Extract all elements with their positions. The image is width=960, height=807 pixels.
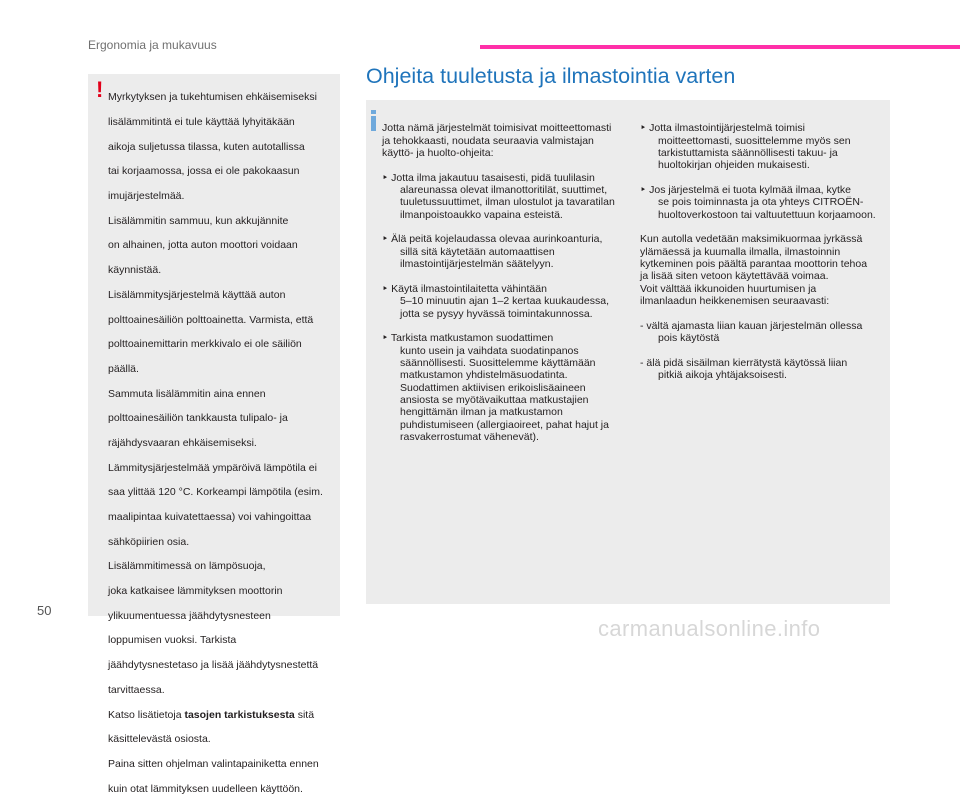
see-link-text: tasojen tarkistuksesta: [184, 708, 295, 721]
info-column-2: [640, 110, 888, 394]
warning-line: polttoainesäiliön tankkausta tulipalo- ja: [108, 412, 288, 425]
warning-line: lisälämmitintä ei tule käyttää lyhyitäkään: [108, 116, 295, 129]
watermark-text: carmanualsonline.info: [598, 616, 821, 641]
warning-line: aikoja suljetussa tilassa, kuten autotallissa: [108, 140, 305, 153]
page-number: 50: [37, 603, 52, 618]
warning-line: päällä.: [108, 362, 139, 375]
warning-line: räjähdysvaaran ehkäisemiseksi.: [108, 436, 257, 449]
info-icon: [370, 110, 377, 130]
warning-line: Lisälämmitin sammuu, kun akkujännite: [108, 214, 289, 227]
warning-line: Lämmitysjärjestelmää ympäröivä lämpötila ei: [108, 461, 317, 474]
warning-line: kuin otat lämmityksen uudelleen käyttöön.: [108, 782, 303, 795]
warning-line: joka katkaisee lämmityksen moottorin: [108, 585, 283, 598]
warning-line: jäähdytysnestetaso ja lisää jäähdytysnestettä: [108, 659, 319, 672]
list-item: - vältä ajamasta liian kauan järjestelmän ollessa pois käytöstä: [640, 319, 863, 345]
warning-line: Sammuta lisälämmitin aina ennen: [108, 387, 266, 400]
warning-line: sähköpiirien osia.: [108, 535, 190, 548]
list-item: - älä pidä sisäilman kierrätystä käytössä liian pitkiä aikoja yhtäjaksoisesti.: [640, 356, 848, 382]
info-column-1: [382, 110, 632, 456]
warning-line: maalipintaa kuivatettaessa) voi vahingoittaa: [108, 511, 312, 524]
warning-line: käsittelevästä osiosta.: [108, 733, 211, 746]
exclamation-icon: !: [96, 77, 104, 102]
warning-line: loppumisen vuoksi. Tarkista: [108, 634, 237, 647]
section-title: Ohjeita tuuletusta ja ilmastointia varten: [366, 64, 736, 88]
list-item: ‣ Käytä ilmastointilaitetta vähintään 5–10 minuutin ajan 1–2 kertaa kuukaudessa, jotta se pysyy hyvässä toimintakunnossa.: [382, 282, 609, 320]
header-accent-bar: [480, 45, 960, 49]
warning-line: on alhainen, jotta auton moottori voidaan: [108, 239, 298, 252]
warning-line: polttoainesäiliön polttoainetta. Varmista, että: [108, 313, 314, 326]
see-prefix: Katso lisätietoja: [108, 708, 185, 721]
warning-line: Lisälämmitysjärjestelmä käyttää auton: [108, 288, 286, 301]
warning-line: imujärjestelmää.: [108, 190, 185, 203]
list-item: ‣ Jotta ilmastointijärjestelmä toimisi moitteettomasti, suosittelemme myös sen tarkistuttamista säännöllisesti takuu- ja huoltokirjan ohjeiden mukaisesti.: [640, 122, 851, 172]
list-item: ‣ Jos järjestelmä ei tuota kylmää ilmaa, kytke se pois toiminnasta ja ota yhteys CITROËN- huoltoverkostoon tai valtuutettuun korjaamoon.: [640, 184, 876, 221]
list-item: ‣ Tarkista matkustamon suodattimen kunto usein ja vaihdata suodatinpanos säännöllisesti. Suosittelemme käyttämään matkustamon yhdistelmäsuodatinta. Suodattimen aktiivisen erikoislisäaineen ansiosta se myötävaikuttaa matkustajien hengittämän ilman ja matkustamon puhdistumiseen (allergiaoireet, pahat hajut ja rasvakerrostumat vähenevät).: [382, 332, 609, 443]
warning-line: tai korjaamossa, jossa ei ole pakokaasun: [108, 165, 300, 178]
warning-line: polttoainemittarin merkkivalo ei ole säiliön: [108, 338, 302, 351]
warning-line: tarvittaessa.: [108, 683, 165, 696]
warning-line: Paina sitten ohjelman valintapainiketta ennen: [108, 757, 319, 770]
warning-line: ylikuumentuessa jäähdytysnesteen: [108, 609, 271, 622]
info-paragraph: Kun autolla vedetään maksimikuormaa jyrkässä ylämäessä ja kuumalla ilmalla, ilmastoinnin kytkeminen pois päältä parantaa moottorin tehoa ja lisää siten vetoon käytettävää voimaa. Voit välttää ikkunoiden huurtumisen ja ilmanlaadun heikkenemisen seuraavasti:: [640, 233, 868, 308]
warning-line: Lisälämmitimessä on lämpösuoja,: [108, 560, 266, 573]
list-item: ‣ Älä peitä kojelaudassa olevaa aurinkoanturia, sillä sitä käytetään automaattisen ilmastointijärjestelmän säätelyyn.: [382, 233, 603, 271]
warning-line: Myrkytyksen ja tukehtumisen ehkäisemiseksi: [108, 91, 317, 104]
see-suffix: sitä: [294, 708, 315, 721]
info-intro: Jotta nämä järjestelmät toimisivat moitteettomasti ja tehokkaasti, noudata seuraavia valmistajan käyttö- ja huolto-ohjeita:: [382, 122, 612, 160]
warning-see-line: [108, 709, 336, 721]
warning-line: käynnistää.: [108, 264, 162, 277]
list-item: ‣ Jotta ilma jakautuu tasaisesti, pidä tuulilasin alareunassa olevat ilmanottoritilät, suuttimet, tuuletussuuttimet, ilman ulostulot ja tavaratilan ilmanpoistoaukko vapaina esteistä.: [382, 171, 615, 221]
warning-line: saa ylittää 120 °C. Korkeampi lämpötila (esim.: [108, 486, 323, 499]
header-section-title: Ergonomia ja mukavuus: [88, 38, 217, 52]
warning-text: [108, 79, 336, 807]
